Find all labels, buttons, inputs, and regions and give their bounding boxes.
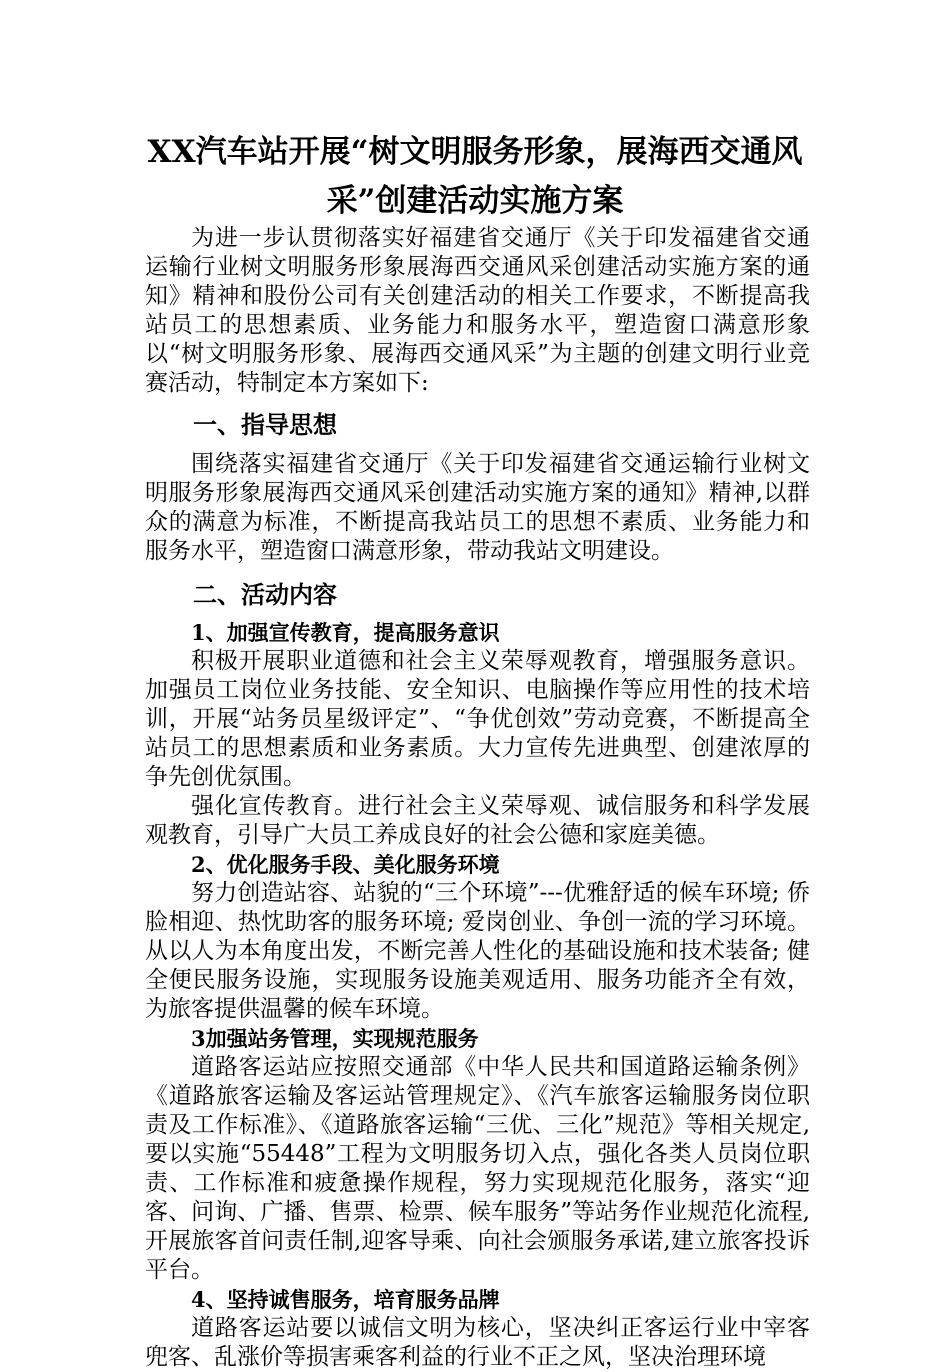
- document-body: [145, 224, 810, 1372]
- subsection-3-heading: 3加强站务管理，实现规范服务: [191, 1026, 479, 1051]
- document-title-line-1: XX汽车站开展“树文明服务形象，展海西交通风: [147, 134, 803, 170]
- subsection-2-heading: 2、优化服务手段、美化服务环境: [191, 852, 500, 877]
- subsection-2-paragraph-1: 努力创造站容、站貌的“三个环境”---优雅舒适的候车环境; 侨脸相迎、热忱助客的服务环境; 爱岗创业、争创一流的学习环境。从以人为本角度出发，不断完善人性化的基础设施和技术装备; 健全便民服务设施，实现服务设施美观适用、服务功能齐全有效，为旅客提供温馨的候车环境。: [145, 880, 810, 1022]
- intro-paragraph: 为进一步认贯彻落实好福建省交通厅《关于印发福建省交通运输行业树文明服务形象展海西交通风采创建活动实施方案的通知》精神和股份公司有关创建活动的相关工作要求，不断提高我站员工的思想素质、业务能力和服务水平，塑造窗口满意形象以“树文明服务形象、展海西交通风采”为主题的创建文明行业竞赛活动，特制定本方案如下:: [145, 225, 810, 396]
- subsection-1-paragraph-2: 强化宣传教育。进行社会主义荣辱观、诚信服务和科学发展观教育，引导广大员工养成良好的社会公德和家庭美德。: [145, 793, 810, 848]
- subsection-1-heading: 1、加强宣传教育，提高服务意识: [191, 620, 500, 645]
- section-1-paragraph: 围绕落实福建省交通厅《关于印发福建省交通运输行业树文明服务形象展海西交通风采创建活动实施方案的通知》精神,以群众的满意为标准，不断提高我站员工的思想不素质、业务能力和服务水平，塑造窗口满意形象，带动我站文明建设。: [145, 451, 810, 564]
- subsection-3-paragraph-1: 道路客运站应按照交通部《中华人民共和国道路运输条例》《道路旅客运输及客运站管理规定》、《汽车旅客运输服务岗位职责及工作标准》、《道路旅客运输“三优、三化”规范》等相关规定,要以实施“55448”工程为文明服务切入点，强化各类人员岗位职责、工作标准和疲惫操作规程，努力实现规范化服务，落实“迎客、问询、广播、售票、检票、候车服务”等站务作业规范化流程,开展旅客首问责任制,迎客导乘、向社会颁服务承诺,建立旅客投诉平台。: [145, 1054, 810, 1283]
- section-2-heading: 二、活动内容: [193, 580, 337, 609]
- subsection-4-heading: 4、坚持诚售服务，培育服务品牌: [191, 1287, 500, 1312]
- document-title-line-2: 采”创建活动实施方案: [326, 183, 624, 219]
- section-1-heading: 一、指导思想: [193, 410, 337, 439]
- subsection-1-paragraph-1: 积极开展职业道德和社会主义荣辱观教育，增强服务意识。加强员工岗位业务技能、安全知识、电脑操作等应用性的技术培训，开展“站务员星级评定”、“争优创效”劳动竞赛，不断提高全站员工的思想素质和业务素质。大力宣传先进典型、创建浓厚的争先创优氛围。: [145, 648, 810, 790]
- subsection-4-paragraph-1: 道路客运站要以诚信文明为核心，坚决纠正客运行业中宰客兜客、乱涨价等损害乘客利益的行业不正之风，坚决治理环境: [145, 1315, 810, 1370]
